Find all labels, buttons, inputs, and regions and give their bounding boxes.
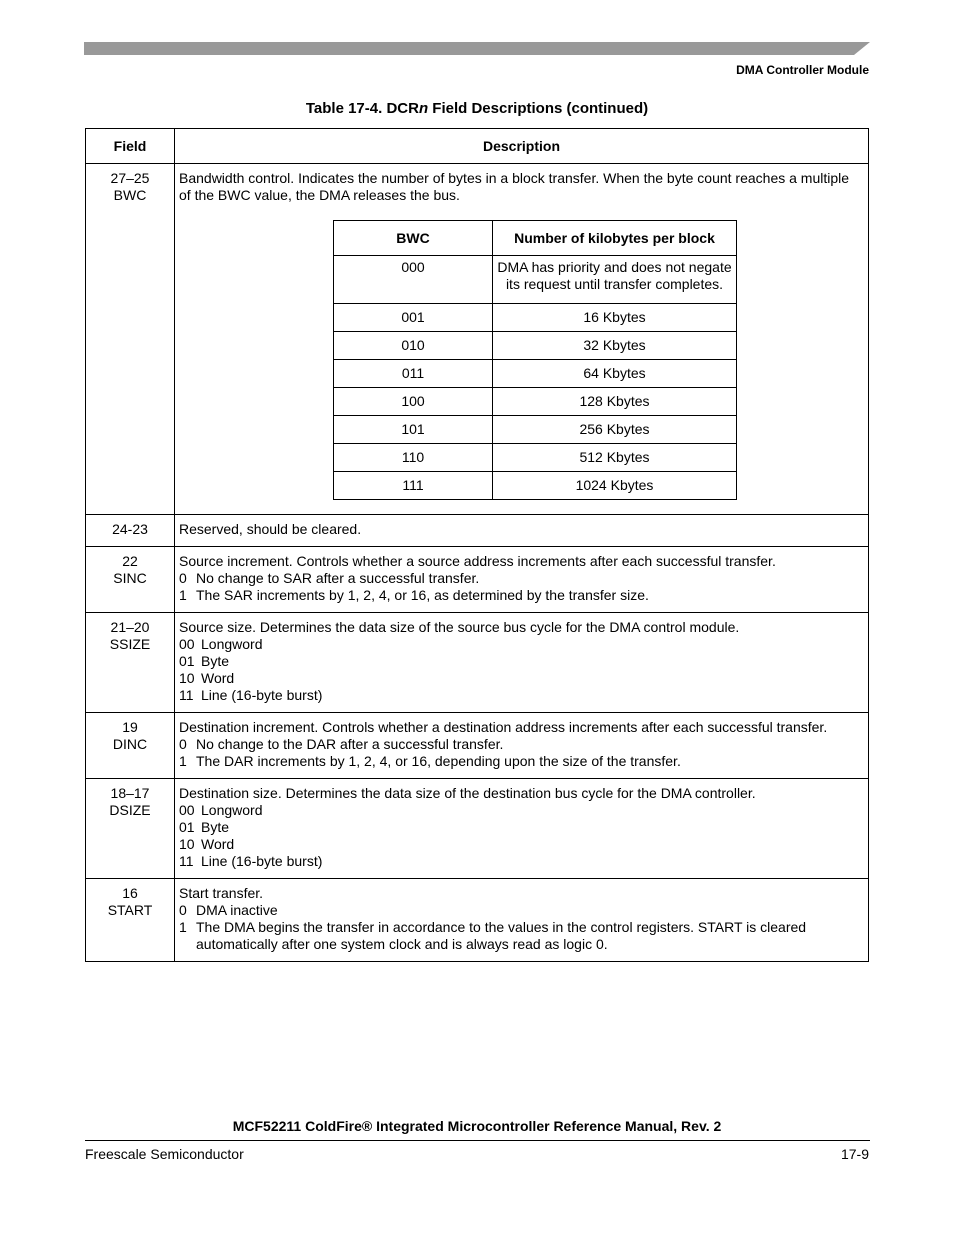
- description-text: Reserved, should be cleared.: [179, 521, 362, 537]
- description-cell: [175, 713, 869, 779]
- list-item-text: DMA inactive: [196, 902, 278, 918]
- field-cell: [86, 164, 175, 515]
- field-bits: 19: [122, 719, 138, 735]
- list-item-text: Byte: [201, 819, 230, 835]
- table-body: [86, 164, 869, 962]
- list-item-text: No change to SAR after a successful transfer.: [196, 570, 480, 586]
- description-text: Source increment. Controls whether a source address increments after each successful transfer.: [179, 553, 776, 569]
- list-item: [179, 902, 864, 919]
- description-text: Bandwidth control. Indicates the number of bytes in a block transfer. When the byte count reaches a multiple of the BWC value, the DMA releases the bus.: [179, 170, 850, 203]
- table-title: [0, 100, 954, 117]
- field-bits: 16: [122, 885, 138, 901]
- description-text: Destination size. Determines the data size of the destination bus cycle for the DMA controller.: [179, 785, 756, 801]
- footer-rule: [85, 1140, 870, 1141]
- table-header-row: [86, 129, 869, 164]
- list-item-value: 11: [179, 687, 194, 703]
- list-item-text: Longword: [201, 802, 263, 818]
- list-item-text: Line (16-byte burst): [201, 853, 323, 869]
- list-item-text: Line (16-byte burst): [201, 687, 323, 703]
- field-cell: [86, 613, 175, 713]
- list-item-value: 00: [179, 636, 195, 652]
- field-bits: 21–20: [110, 619, 150, 635]
- list-item-value: 0: [179, 736, 187, 752]
- list-item: [179, 919, 864, 953]
- list-item: [179, 670, 864, 687]
- list-item-text: The DMA begins the transfer in accordance to the values in the control registers. START is cleared automatically after one system clock and is always read as logic 0.: [196, 919, 807, 952]
- field-bits: 24-23: [112, 521, 148, 537]
- kbytes-value: 256 Kbytes: [493, 416, 737, 444]
- table-title-suffix: Field Descriptions (continued): [428, 100, 649, 117]
- footer-title: MCF52211 ColdFire® Integrated Microcontroller Reference Manual, Rev. 2: [232, 1118, 722, 1134]
- field-name: DINC: [112, 736, 148, 752]
- field-name: DSIZE: [109, 802, 151, 818]
- kbytes-value: 64 Kbytes: [493, 360, 737, 388]
- list-item-text: Byte: [201, 653, 230, 669]
- table-row: [86, 515, 869, 547]
- bwc-row: [334, 416, 737, 444]
- table-row: [86, 879, 869, 962]
- table-row: [86, 547, 869, 613]
- list-item: [179, 836, 864, 853]
- bwc-column-header: BWC: [334, 221, 493, 256]
- field-name: SSIZE: [109, 636, 151, 652]
- list-item-text: Longword: [201, 636, 263, 652]
- bwc-value: 001: [334, 304, 493, 332]
- list-item: [179, 653, 864, 670]
- list-item-value: 00: [179, 802, 195, 818]
- list-item-text: Word: [201, 670, 235, 686]
- field-bits: 18–17: [110, 785, 150, 801]
- list-item-text: The DAR increments by 1, 2, 4, or 16, depending upon the size of the transfer.: [196, 753, 681, 769]
- list-item-value: 01: [179, 653, 195, 669]
- kbytes-value: 128 Kbytes: [493, 388, 737, 416]
- field-cell: [86, 515, 175, 547]
- description-cell: [175, 879, 869, 962]
- list-item-text: No change to the DAR after a successful transfer.: [196, 736, 504, 752]
- field-bits: 22: [122, 553, 138, 569]
- list-item: [179, 636, 864, 653]
- table-title-prefix: Table 17-4. DCR: [305, 100, 419, 117]
- bwc-value: 011: [334, 360, 493, 388]
- list-item: [179, 687, 864, 704]
- list-item: [179, 819, 864, 836]
- bwc-header-row: [334, 221, 737, 256]
- list-item-value: 10: [179, 836, 195, 852]
- table-title-italic: n: [418, 100, 429, 117]
- bwc-value: 100: [334, 388, 493, 416]
- list-item-value: 1: [179, 919, 187, 935]
- field-descriptions-table: [85, 128, 869, 962]
- description-text: Start transfer.: [179, 885, 264, 901]
- kbytes-value: DMA has priority and does not negate its request until transfer completes.: [493, 256, 737, 304]
- table-row: [86, 613, 869, 713]
- bwc-value: 101: [334, 416, 493, 444]
- description-cell: [175, 164, 869, 515]
- list-item-value: 0: [179, 570, 187, 586]
- field-name: BWC: [113, 187, 147, 203]
- description-cell: [175, 613, 869, 713]
- list-item-value: 10: [179, 670, 195, 686]
- list-item-value: 0: [179, 902, 187, 918]
- field-bits: 27–25: [110, 170, 150, 186]
- kbytes-column-header: Number of kilobytes per block: [493, 221, 737, 256]
- table-row: [86, 164, 869, 515]
- bwc-row: [334, 444, 737, 472]
- description-text: Destination increment. Controls whether a destination address increments after each successful transfer.: [179, 719, 828, 735]
- field-name: SINC: [113, 570, 147, 586]
- field-cell: [86, 547, 175, 613]
- bwc-value: 010: [334, 332, 493, 360]
- list-item-value: 01: [179, 819, 195, 835]
- list-item: [179, 736, 864, 753]
- column-header-description: Description: [175, 129, 869, 164]
- header-bar: [84, 42, 870, 55]
- list-item: [179, 802, 864, 819]
- kbytes-value: 512 Kbytes: [493, 444, 737, 472]
- bwc-row: [334, 256, 737, 304]
- bwc-value: 111: [334, 472, 493, 500]
- description-cell: [175, 515, 869, 547]
- table-row: [86, 779, 869, 879]
- kbytes-value: 1024 Kbytes: [493, 472, 737, 500]
- list-item: [179, 587, 864, 604]
- list-item-text: The SAR increments by 1, 2, 4, or 16, as determined by the transfer size.: [196, 587, 649, 603]
- list-item-value: 1: [179, 587, 187, 603]
- list-item: [179, 570, 864, 587]
- description-cell: [175, 779, 869, 879]
- field-cell: [86, 779, 175, 879]
- field-cell: [86, 713, 175, 779]
- field-cell: [86, 879, 175, 962]
- list-item-value: 11: [179, 853, 194, 869]
- bwc-row: [334, 388, 737, 416]
- table-row: [86, 713, 869, 779]
- list-item-text: Word: [201, 836, 235, 852]
- list-item: [179, 853, 864, 870]
- description-text: Source size. Determines the data size of the source bus cycle for the DMA control module.: [179, 619, 740, 635]
- footer-company: Freescale Semiconductor: [85, 1146, 244, 1162]
- bwc-value: 000: [334, 256, 493, 304]
- bwc-row: [334, 332, 737, 360]
- bwc-value: 110: [334, 444, 493, 472]
- kbytes-value: 32 Kbytes: [493, 332, 737, 360]
- bwc-table: [333, 220, 737, 500]
- list-item: [179, 753, 864, 770]
- list-item-value: 1: [179, 753, 187, 769]
- page-number: 17-9: [840, 1146, 869, 1162]
- bwc-row: [334, 472, 737, 500]
- bwc-row: [334, 304, 737, 332]
- kbytes-value: 16 Kbytes: [493, 304, 737, 332]
- description-cell: [175, 547, 869, 613]
- column-header-field: Field: [86, 129, 175, 164]
- section-header: DMA Controller Module: [736, 63, 869, 77]
- bwc-row: [334, 360, 737, 388]
- field-name: START: [107, 902, 153, 918]
